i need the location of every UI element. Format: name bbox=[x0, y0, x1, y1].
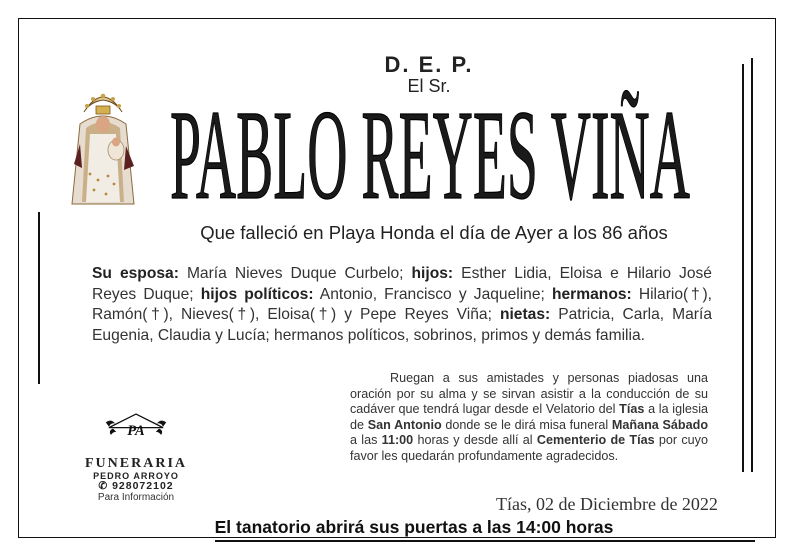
funeral-details-segment: horas y desde allí al bbox=[413, 433, 537, 448]
family-segment: Patricia, Carla, María Eugenia, Claudia y Lucía; hermanos políticos, sobrinos, primos y demás familia. bbox=[92, 306, 712, 344]
frame-line-right-2 bbox=[751, 58, 753, 472]
dep-heading: D. E. P. bbox=[384, 52, 474, 77]
deceased-name bbox=[170, 88, 730, 208]
funeral-details-segment: a las bbox=[350, 433, 382, 448]
logo-phone-number: 928072102 bbox=[112, 480, 174, 492]
family-segment: Antonio, Francisco y Jaqueline; bbox=[313, 285, 552, 303]
family-segment: María Nieves Duque Curbelo; bbox=[178, 265, 412, 282]
frame-line-right-1 bbox=[742, 64, 744, 472]
funeral-details-segment: por cuyo favor les quedarán profundamente agradecidos. bbox=[350, 433, 708, 463]
family-segment: Esther Lidia, Eloisa e Hilario José Reyes Duque; bbox=[92, 265, 712, 303]
family-segment: Hilario(†), Ramón(†), Nieves(†), Eloisa(†) y Pepe Reyes Viña; bbox=[92, 285, 712, 323]
logo-line-funeraria: FUNERARIA bbox=[85, 456, 187, 471]
death-statement: Que falleció en Playa Honda el día de Ayer a los 86 años bbox=[200, 222, 668, 243]
honorific: El Sr. bbox=[407, 76, 451, 96]
family-segment: Su esposa: bbox=[92, 265, 179, 282]
logo-line-name: PEDRO ARROYO bbox=[93, 471, 179, 481]
funeral-details-segment: Cementerio de Tías bbox=[536, 433, 655, 448]
funeral-details-segment: Ruegan a sus amistades y personas piadosas una oración por su alma y se sirvan asistir a la conducción de su cadáver que tendrá lugar desde el Velatorio del bbox=[350, 371, 708, 417]
family-segment: hijos políticos: bbox=[200, 285, 314, 303]
family-segment: hijos: bbox=[411, 265, 454, 282]
funeral-details-segment: Mañana Sábado bbox=[611, 417, 709, 432]
funeral-details-segment: a la iglesia de bbox=[350, 402, 709, 432]
funeral-details-segment: donde se le dirá misa funeral bbox=[441, 417, 612, 432]
funeral-details bbox=[350, 371, 708, 465]
funeral-details-segment: Tías bbox=[619, 402, 645, 417]
deceased-name-text: PABLO REYES VIÑA bbox=[170, 88, 690, 208]
logo-info: Para Información bbox=[97, 492, 175, 503]
logo-monogram: PA bbox=[127, 422, 145, 439]
family-list bbox=[92, 264, 712, 346]
virgin-mary-image bbox=[60, 84, 146, 208]
tanatorio-notice: El tanatorio abrirá sus puertas a las 14:00 horas bbox=[214, 517, 614, 537]
funeraria-logo bbox=[74, 412, 198, 462]
notice-date: Tías, 02 de Diciembre de 2022 bbox=[496, 494, 718, 514]
phone-icon: ✆ bbox=[98, 480, 109, 492]
logo-phone bbox=[74, 480, 198, 492]
funeral-details-segment: 11:00 bbox=[381, 433, 414, 448]
funeral-details-segment: San Antonio bbox=[367, 417, 442, 432]
family-segment: hermanos: bbox=[551, 285, 632, 303]
frame-line-bottom bbox=[215, 540, 755, 542]
family-segment: nietas: bbox=[499, 306, 551, 323]
